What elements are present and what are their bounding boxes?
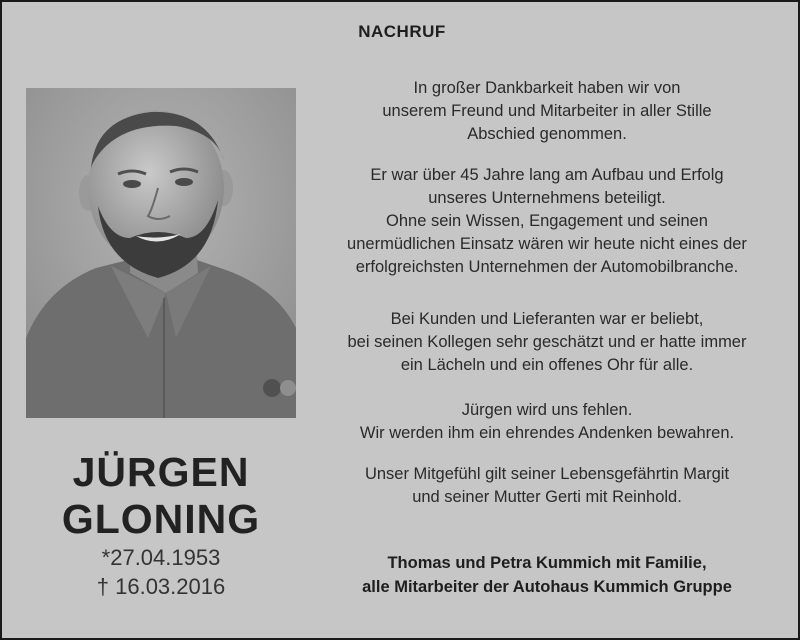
text-line: erfolgreichsten Unternehmen der Automobilbranche. (355, 258, 739, 276)
paragraph-condolence (302, 463, 792, 509)
death-date: † 16.03.2016 (96, 574, 226, 599)
portrait-photo (26, 88, 296, 418)
paragraph-career (302, 164, 792, 279)
text-line: unserem Freund und Mitarbeiter in aller Stille (382, 102, 712, 120)
text-line: unermüdlichen Einsatz wären wir heute nicht eines der (347, 235, 747, 253)
text-line: und seiner Mutter Gerti mit Reinhold. (412, 488, 682, 506)
text-line: Unser Mitgefühl gilt seiner Lebensgefährtin Margit (364, 465, 730, 483)
text-line: Er war über 45 Jahre lang am Aufbau und Erfolg (370, 166, 724, 184)
paragraph-character (302, 308, 792, 377)
text-line: Wir werden ihm ein ehrendes Andenken bewahren. (359, 424, 735, 442)
paragraph-gratitude (302, 77, 792, 146)
text-line: Ohne sein Wissen, Engagement und seinen (386, 212, 708, 230)
text-line: ein Lächeln und ein offenes Ohr für alle. (400, 356, 694, 374)
signature-line: Thomas und Petra Kummich mit Familie, (387, 554, 707, 572)
text-line: Bei Kunden und Lieferanten war er beliebt, (390, 310, 704, 328)
birth-date: *27.04.1953 (101, 545, 221, 570)
text-line: bei seinen Kollegen sehr geschätzt und er hatte immer (347, 333, 747, 351)
paragraph-remembrance (302, 399, 792, 445)
signature-line: alle Mitarbeiter der Autohaus Kummich Gruppe (362, 578, 732, 596)
text-line: Abschied genommen. (467, 125, 627, 143)
portrait-illustration (26, 88, 296, 418)
notice-heading: NACHRUF (358, 22, 446, 41)
text-line: Jürgen wird uns fehlen. (461, 401, 633, 419)
text-line: unseres Unternehmens beteiligt. (428, 189, 666, 207)
deceased-first-name: JÜRGEN (72, 449, 250, 495)
text-line: In großer Dankbarkeit haben wir von (413, 79, 681, 97)
signature-block (302, 551, 792, 599)
deceased-last-name: GLONING (61, 496, 261, 542)
